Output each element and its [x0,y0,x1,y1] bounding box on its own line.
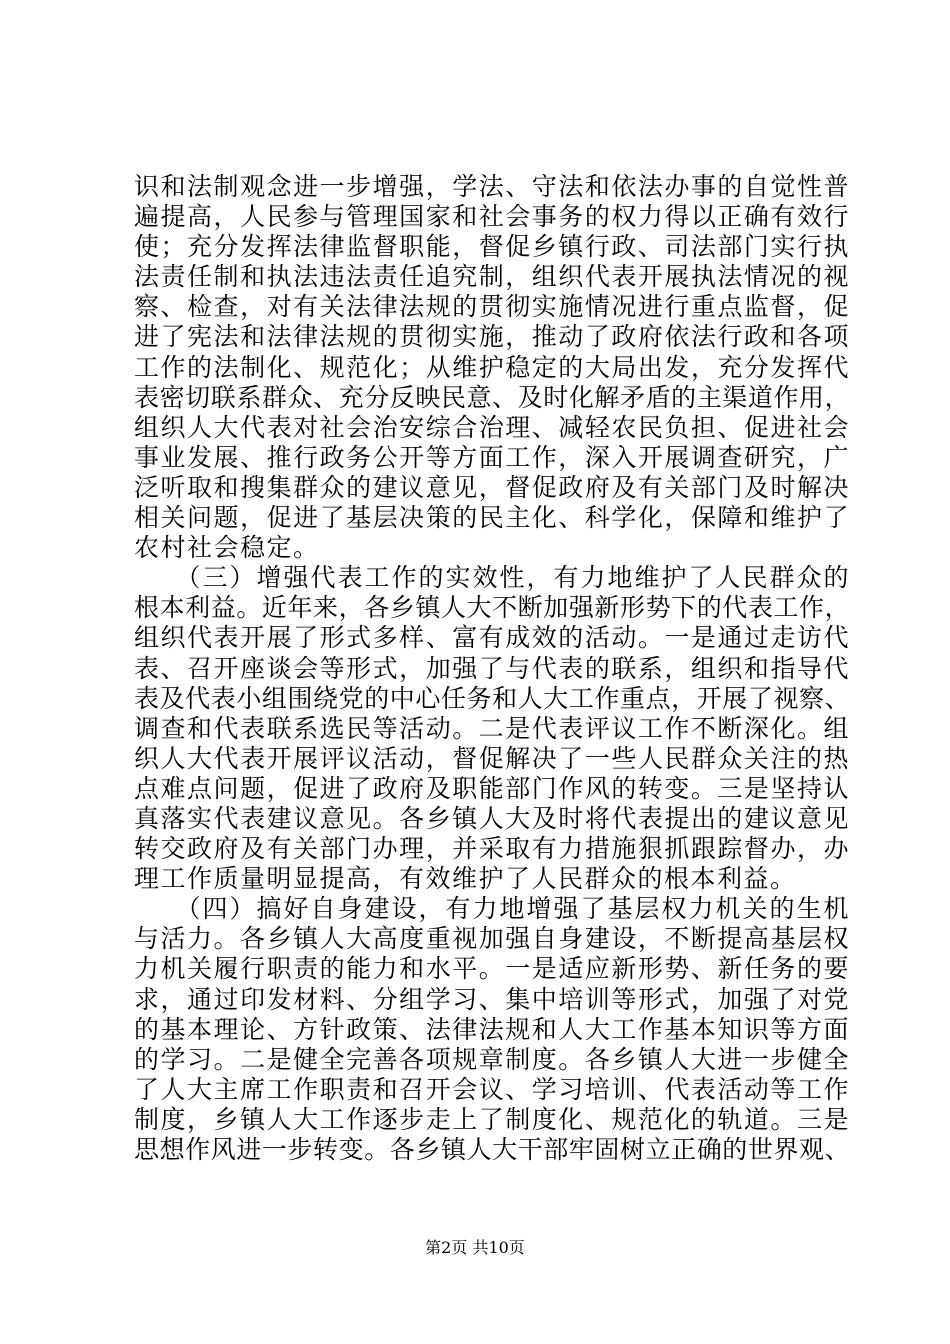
text-line: 相关问题，促进了基层决策的民主化、科学化，保障和维护了 [134,503,850,533]
text-line: 表、召开座谈会等形式，加强了与代表的联系，组织和指导代 [134,653,850,683]
text-line: 的基本理论、方针政策、法律法规和人大工作基本知识等方面 [134,1014,850,1044]
text-line: 遍提高，人民参与管理国家和社会事务的权力得以正确有效行 [134,202,850,232]
body-text [134,172,850,1165]
text-line: 使；充分发挥法律监督职能，督促乡镇行政、司法部门实行执 [134,232,850,262]
page-footer: 第2页 共10页 [425,1238,525,1257]
text-line: 调查和代表联系选民等活动。二是代表评议工作不断深化。组 [134,713,850,743]
text-line: 制度，乡镇人大工作逐步走上了制度化、规范化的轨道。三是 [134,1104,850,1134]
text-line: 组织代表开展了形式多样、富有成效的活动。一是通过走访代 [134,623,850,653]
text-line: 表及代表小组围绕党的中心任务和人大工作重点，开展了视察、 [134,683,850,713]
text-line: 思想作风进一步转变。各乡镇人大干部牢固树立正确的世界观、 [134,1135,850,1164]
text-line: 工作的法制化、规范化；从维护稳定的大局出发，充分发挥代 [134,352,850,382]
text-line: （四）搞好自身建设，有力地增强了基层权力机关的生机 [134,894,850,924]
text-line: 组织人大代表对社会治安综合治理、减轻农民负担、促进社会 [134,412,850,442]
text-line: 泛听取和搜集群众的建议意见，督促政府及有关部门及时解决 [134,472,850,502]
text-line: 转交政府及有关部门办理，并采取有力措施狠抓跟踪督办，办 [134,834,850,864]
text-line: 察、检查，对有关法律法规的贯彻实施情况进行重点监督，促 [134,292,850,322]
text-line: 织人大代表开展评议活动，督促解决了一些人民群众关注的热 [134,743,850,773]
text-line: 法责任制和执法违法责任追究制，组织代表开展执法情况的视 [134,262,850,292]
text-line: 根本利益。近年来，各乡镇人大不断加强新形势下的代表工作， [134,593,850,623]
text-line: 识和法制观念进一步增强，学法、守法和依法办事的自觉性普 [134,172,850,201]
text-line: 与活力。各乡镇人大高度重视加强自身建设，不断提高基层权 [134,924,850,954]
text-line: 表密切联系群众、充分反映民意、及时化解矛盾的主渠道作用， [134,382,850,412]
text-line: 点难点问题，促进了政府及职能部门作风的转变。三是坚持认 [134,773,850,803]
text-line: 真落实代表建议意见。各乡镇人大及时将代表提出的建议意见 [134,803,850,833]
text-line: 了人大主席工作职责和召开会议、学习培训、代表活动等工作 [134,1074,850,1104]
text-line: 进了宪法和法律法规的贯彻实施，推动了政府依法行政和各项 [134,322,850,352]
text-line: 求，通过印发材料、分组学习、集中培训等形式，加强了对党 [134,984,850,1014]
text-line: （三）增强代表工作的实效性，有力地维护了人民群众的 [134,563,850,593]
text-line: 力机关履行职责的能力和水平。一是适应新形势、新任务的要 [134,954,850,984]
text-line: 事业发展、推行政务公开等方面工作，深入开展调查研究，广 [134,442,850,472]
text-line: 理工作质量明显提高，有效维护了人民群众的根本利益。 [134,864,797,894]
text-line: 农村社会稳定。 [134,533,320,563]
text-line: 的学习。二是健全完善各项规章制度。各乡镇人大进一步健全 [134,1044,850,1074]
